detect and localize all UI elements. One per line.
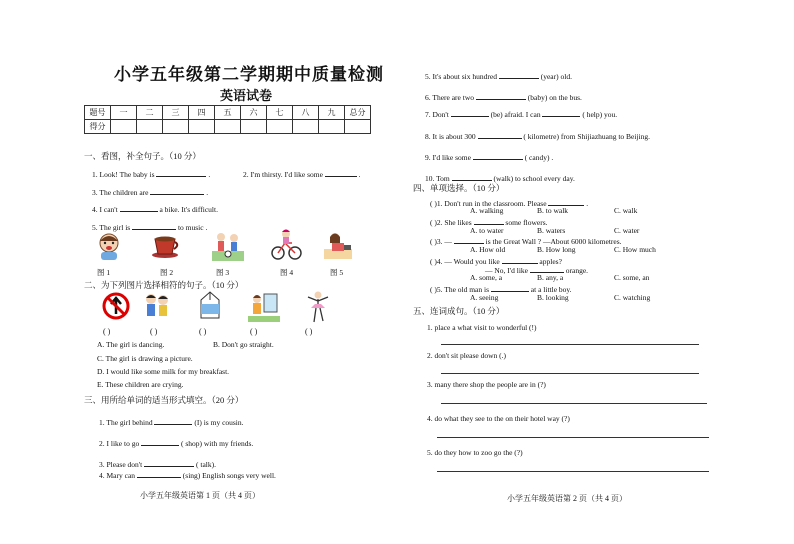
s3-q10-text: 10. Tom xyxy=(425,174,450,183)
score-cell[interactable] xyxy=(111,120,137,134)
s1-q5-text: 5. The girl is xyxy=(92,223,131,232)
s3-q10-end: (walk) to school every day. xyxy=(493,174,575,183)
option-a: A. The girl is dancing. xyxy=(97,340,165,349)
s3-q3-end: ( talk). xyxy=(195,460,216,469)
answer-blank[interactable] xyxy=(476,91,526,100)
s4-q1-end: . xyxy=(586,199,589,208)
answer-blank[interactable] xyxy=(478,130,522,139)
answer-line[interactable] xyxy=(441,373,699,374)
s1-q5-end: to music . xyxy=(177,223,208,232)
answer-line[interactable] xyxy=(437,471,709,472)
answer-line[interactable] xyxy=(441,344,699,345)
section1-heading: 一、看图，补全句子。（10 分） xyxy=(84,151,201,161)
answer-blank[interactable] xyxy=(144,458,194,467)
option-d: D. I would like some milk for my breakfast. xyxy=(97,367,230,376)
s4-q1-opt-c: C. walk xyxy=(614,206,638,215)
s1-q4-text: 4. I can't xyxy=(92,205,118,214)
s4-q2-end: some flowers. xyxy=(505,218,548,227)
s4-q5-end: at a little boy. xyxy=(530,285,572,294)
caption-1: 图 1 xyxy=(97,268,111,277)
answer-blank[interactable] xyxy=(499,70,539,79)
s5-q3: 3. many there shop the people are in (?) xyxy=(427,380,546,389)
bike-riding-picture xyxy=(270,229,302,261)
milk-carton-picture xyxy=(196,290,224,320)
answer-blank[interactable] xyxy=(156,168,206,177)
s1-q3-end: . xyxy=(206,188,209,197)
s1-q1-text: 1. Look! The baby is xyxy=(92,170,155,179)
answer-blank[interactable] xyxy=(452,172,492,181)
s1-q4 xyxy=(92,203,218,214)
s1-q3-text: 3. The children are xyxy=(92,188,149,197)
baby-crying-picture xyxy=(94,231,124,261)
s3-q7-text: 7. Don't xyxy=(425,110,449,119)
s3-q8-end: ( kilometre) from Shijiazhuang to Beijing. xyxy=(523,132,651,141)
caption-4: 图 4 xyxy=(280,268,294,277)
answer-blank[interactable] xyxy=(530,264,564,273)
caption-3: 图 3 xyxy=(216,268,230,277)
score-table-cell: 五 xyxy=(215,106,241,120)
match-answer-5[interactable]: ( ) xyxy=(305,327,313,336)
crying-children-picture xyxy=(142,292,172,322)
s5-q4: 4. do what they see to the on their hotel way (?) xyxy=(427,414,570,423)
s3-q9 xyxy=(425,151,553,162)
answer-blank[interactable] xyxy=(137,469,181,478)
answer-blank[interactable] xyxy=(542,108,580,117)
s3-q7-mid: (be) afraid. I can xyxy=(490,110,541,119)
s1-q1 xyxy=(92,168,210,179)
match-answer-2[interactable]: ( ) xyxy=(150,327,158,336)
s3-q6-end: (baby) on the bus. xyxy=(527,93,582,102)
no-straight-sign-icon xyxy=(102,292,130,320)
s3-q9-text: 9. I'd like some xyxy=(425,153,471,162)
section3-heading: 三、用所给单词的适当形式填空。（20 分） xyxy=(84,395,244,405)
s3-q1 xyxy=(99,416,244,427)
s4-q5-text: ( )5. The old man is xyxy=(430,285,490,294)
s1-q4-end: a bike. It's difficult. xyxy=(159,205,218,214)
s1-q2-end: . xyxy=(358,170,361,179)
answer-blank[interactable] xyxy=(150,186,204,195)
s4-q4-text: ( )4. — Would you like xyxy=(430,257,500,266)
score-table-cell: 得分 xyxy=(85,120,111,134)
score-table-cell: 九 xyxy=(319,106,345,120)
score-table-cell: 六 xyxy=(241,106,267,120)
s5-q5: 5. do they how to zoo go the (?) xyxy=(427,448,523,457)
score-cell[interactable] xyxy=(189,120,215,134)
s4-q4-opt-b: B. any, a xyxy=(537,273,564,282)
s3-q6-text: 6. There are two xyxy=(425,93,475,102)
score-table xyxy=(84,105,371,134)
footer-right: 小学五年级英语第 2 页（共 4 页） xyxy=(507,494,627,503)
s4-q4-end: apples? xyxy=(539,257,562,266)
answer-blank[interactable] xyxy=(454,235,484,244)
answer-blank[interactable] xyxy=(474,216,504,225)
s3-q2-text: 2. I like to go xyxy=(99,439,140,448)
section2-heading: 二、为下列图片选择相符的句子。（10 分） xyxy=(84,280,244,290)
option-e: E. These children are crying. xyxy=(97,380,184,389)
s4-q3-opt-b: B. How long xyxy=(537,245,576,254)
s3-q6 xyxy=(425,91,582,102)
s5-q1: 1. place a what visit to wonderful (!) xyxy=(427,323,537,332)
girl-listening-music-picture xyxy=(322,229,354,261)
s3-q8-text: 8. It is about 300 xyxy=(425,132,476,141)
score-cell[interactable] xyxy=(163,120,189,134)
score-cell[interactable] xyxy=(241,120,267,134)
match-answer-4[interactable]: ( ) xyxy=(250,327,258,336)
s4-q3-opt-a: A. How old xyxy=(470,245,506,254)
s3-q5-end: (year) old. xyxy=(540,72,572,81)
answer-blank[interactable] xyxy=(132,221,176,230)
score-cell[interactable] xyxy=(319,120,345,134)
s3-q5 xyxy=(425,70,572,81)
s3-q3 xyxy=(99,458,216,469)
page-subtitle: 英语试卷 xyxy=(220,88,273,103)
score-cell[interactable] xyxy=(345,120,371,134)
dancing-girl-picture xyxy=(305,290,331,324)
score-cell[interactable] xyxy=(267,120,293,134)
s3-q1-text: 1. The girl behind xyxy=(99,418,153,427)
score-table-cell: 四 xyxy=(189,106,215,120)
s3-q4-end: (sing) English songs very well. xyxy=(182,471,276,480)
s3-q2-end: ( shop) with my friends. xyxy=(180,439,254,448)
s1-q3 xyxy=(92,186,208,197)
caption-5: 图 5 xyxy=(330,268,344,277)
s3-q7-end: ( help) you. xyxy=(582,110,618,119)
answer-blank[interactable] xyxy=(325,168,357,177)
s4-q5-opt-c: C. watching xyxy=(614,293,651,302)
s3-q2 xyxy=(99,437,253,448)
s4-q5-opt-a: A. seeing xyxy=(470,293,499,302)
girl-drawing-picture xyxy=(248,290,280,322)
s1-q1-end: . xyxy=(208,170,211,179)
s4-q4-line2-text: — No, I'd like xyxy=(485,266,529,275)
match-answer-3[interactable]: ( ) xyxy=(199,327,207,336)
score-cell[interactable] xyxy=(215,120,241,134)
score-cell[interactable] xyxy=(293,120,319,134)
page-title: 小学五年级第二学期期中质量检测 xyxy=(114,65,384,84)
section5-heading: 五、连词成句。（10 分） xyxy=(413,306,505,316)
score-table-cell: 七 xyxy=(267,106,293,120)
answer-line[interactable] xyxy=(437,437,709,438)
answer-line[interactable] xyxy=(441,403,707,404)
s4-q4-opt-c: C. some, an xyxy=(614,273,650,282)
s4-q1-opt-b: B. to walk xyxy=(537,206,569,215)
s4-q2-text: ( )2. She likes xyxy=(430,218,472,227)
s4-q2-opt-c: C. water xyxy=(614,226,640,235)
s4-q4-line2-end: orange. xyxy=(565,266,589,275)
s3-q7 xyxy=(425,108,617,119)
s4-q1-text: ( )1. Don't run in the classroom. Please xyxy=(430,199,547,208)
s4-q3-text: ( )3. — xyxy=(430,237,452,246)
s3-q8 xyxy=(425,130,650,141)
answer-blank[interactable] xyxy=(120,203,158,212)
s5-q2: 2. don't sit please down (.) xyxy=(427,351,507,360)
option-c: C. The girl is drawing a picture. xyxy=(97,354,193,363)
answer-blank[interactable] xyxy=(473,151,523,160)
s1-q2 xyxy=(243,168,361,179)
score-table-cell: 八 xyxy=(293,106,319,120)
score-table-score-row xyxy=(85,120,371,134)
s3-q9-end: ( candy) . xyxy=(524,153,554,162)
s4-q4-opt-a: A. some, a xyxy=(470,273,503,282)
score-cell[interactable] xyxy=(137,120,163,134)
s4-q3-opt-c: C. How much xyxy=(614,245,656,254)
answer-blank[interactable] xyxy=(141,437,179,446)
answer-blank[interactable] xyxy=(451,108,489,117)
score-table-cell: 总分 xyxy=(345,106,371,120)
s4-q1-opt-a: A. walking xyxy=(470,206,504,215)
s4-q2-opt-b: B. waters xyxy=(537,226,566,235)
s3-q1-end: (I) is my cousin. xyxy=(194,418,244,427)
s4-q2-opt-a: A. to water xyxy=(470,226,504,235)
footer-left: 小学五年级英语第 1 页（共 4 页） xyxy=(140,491,260,500)
children-playing-picture xyxy=(212,229,244,261)
s3-q3-text: 3. Please don't xyxy=(99,460,143,469)
s3-q4 xyxy=(99,469,276,480)
option-b: B. Don't go straight. xyxy=(213,340,274,349)
answer-blank[interactable] xyxy=(502,255,538,264)
answer-blank[interactable] xyxy=(548,197,584,206)
answer-blank[interactable] xyxy=(154,416,192,425)
score-table-cell: 二 xyxy=(137,106,163,120)
cup-of-tea-picture xyxy=(150,233,180,259)
score-table-header-row xyxy=(85,106,371,120)
score-table-cell: 题号 xyxy=(85,106,111,120)
s4-q5-opt-b: B. looking xyxy=(537,293,569,302)
s4-q3-end: is the Great Wall ? —About 6000 kilometres. xyxy=(485,237,622,246)
match-answer-1[interactable]: ( ) xyxy=(103,327,111,336)
score-table-cell: 一 xyxy=(111,106,137,120)
s1-q2-text: 2. I'm thirsty. I'd like some xyxy=(243,170,323,179)
s3-q5-text: 5. It's about six hundred xyxy=(425,72,497,81)
s3-q4-text: 4. Mary can xyxy=(99,471,136,480)
s4-q3 xyxy=(430,235,622,246)
section4-heading: 四、单项选择。（10 分） xyxy=(413,183,505,193)
score-table-cell: 三 xyxy=(163,106,189,120)
caption-2: 图 2 xyxy=(160,268,174,277)
answer-blank[interactable] xyxy=(491,283,529,292)
